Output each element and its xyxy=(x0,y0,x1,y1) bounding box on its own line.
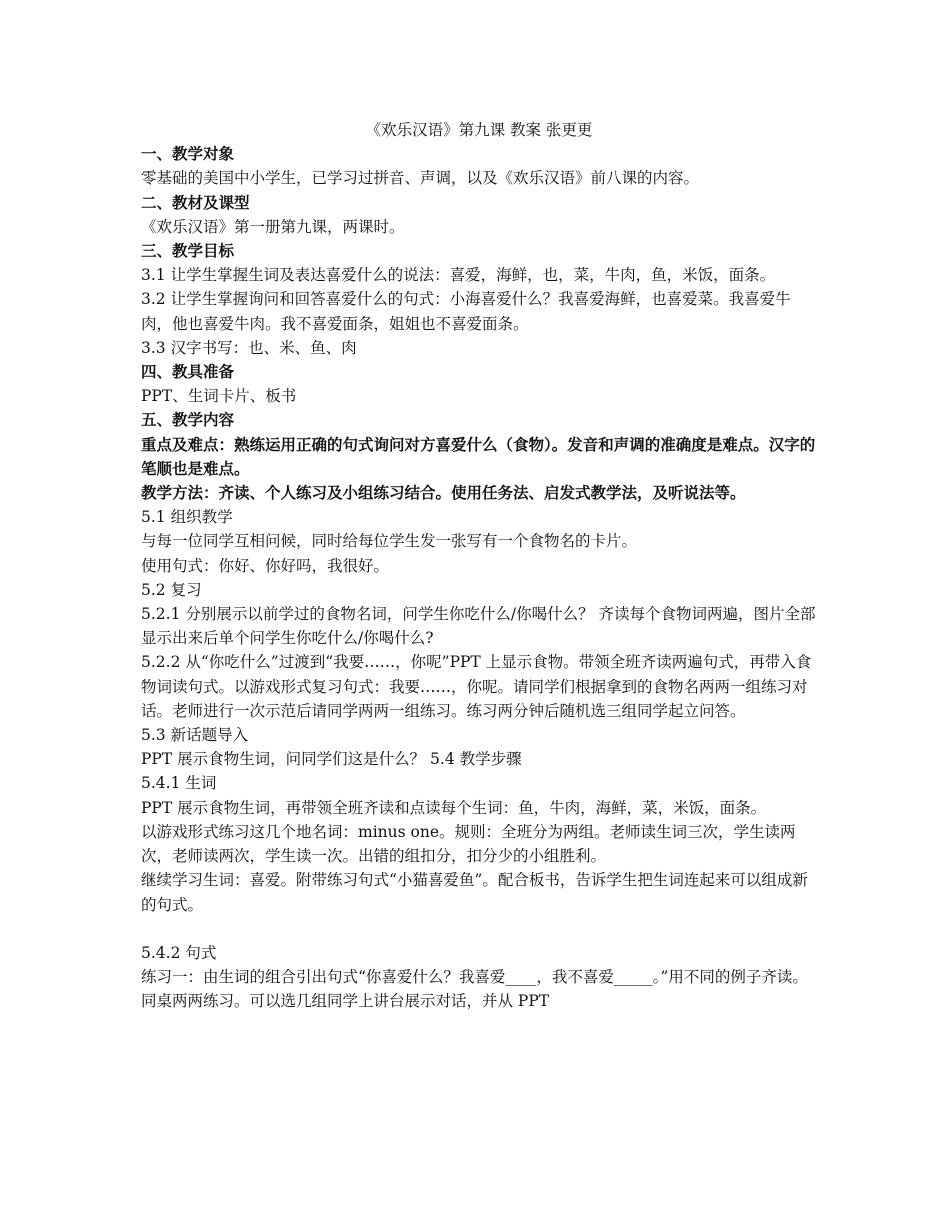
paragraph-review-5-2-2: 5.2.2 从“你吃什么”过渡到“我要……，你呢”PPT 上显示食物。带领全班齐读两遍句式，再带入食物词读句式。以游戏形式复习句式：我要……，你呢。请同学们根据拿到的食物名两两一组练习对话。老师进行一次示范后请同学两两一组练习。练习两分钟后随机选三组同学起立问答。 xyxy=(141,653,812,720)
paragraph-pattern-practice-1: 练习一：由生词的组合引出句式“你喜爱什么？我喜爱____，我不喜爱_____。”用不同的例子齐读。同桌两两练习。可以选几组同学上讲台展示对话，并从 PPT xyxy=(141,967,808,1011)
heading-materials: 二、教材及课型 xyxy=(141,192,250,212)
paragraph-audience: 零基础的美国中小学生，已学习过拼音、声调，以及《欢乐汉语》前八课的内容。 xyxy=(141,169,700,188)
document-title: 《欢乐汉语》第九课 教案 张更更 xyxy=(365,121,593,139)
section-5-1-heading: 5.1 组织教学 xyxy=(141,508,233,527)
heading-teaching-audience: 一、教学对象 xyxy=(141,144,235,164)
paragraph-objective-3-1: 3.1 让学生掌握生词及表达喜爱什么的说法：喜爱，海鲜，也，菜，牛肉，鱼，米饭，面条。 xyxy=(141,266,776,285)
paragraph-greeting: 与每一位同学互相问候，同时给每位学生发一张写有一个食物名的卡片。 xyxy=(141,532,638,551)
heading-teaching-content: 五、教学内容 xyxy=(141,410,235,430)
heading-objectives: 三、教学目标 xyxy=(141,241,235,261)
paragraph-vocabulary-ppt: PPT 展示食物生词，再带领全班齐读和点读每个生词：鱼，牛肉，海鲜，菜，米饭，面条。 xyxy=(141,798,767,817)
paragraph-teaching-aids: PPT、生词卡片、板书 xyxy=(141,387,297,406)
paragraph-materials: 《欢乐汉语》第一册第九课，两课时。 xyxy=(141,217,405,236)
paragraph-new-topic: PPT 展示食物生词，问同学们这是什么？ 5.4 教学步骤 xyxy=(141,750,522,769)
paragraph-greeting-patterns: 使用句式：你好、你好吗，我很好。 xyxy=(141,556,390,575)
paragraph-vocabulary-continue: 继续学习生词：喜爱。附带练习句式“小猫喜爱鱼”。配合板书，告诉学生把生词连起来可以组成新的句式。 xyxy=(141,871,808,914)
section-5-4-1-heading: 5.4.1 生词 xyxy=(141,774,217,793)
document-body xyxy=(141,118,817,1013)
paragraph-objective-3-3: 3.3 汉字书写：也、米、鱼、肉 xyxy=(141,338,357,357)
section-5-4-2-heading: 5.4.2 句式 xyxy=(141,943,217,962)
paragraph-teaching-methods: 教学方法：齐读、个人练习及小组练习结合。使用任务法、启发式教学法，及听说法等。 xyxy=(141,483,746,503)
paragraph-vocabulary-game: 以游戏形式练习这几个地名词：minus one。规则：全班分为两组。老师读生词三次，学生读两次，老师读两次，学生读一次。出错的组扣分，扣分少的小组胜利。 xyxy=(141,822,796,866)
paragraph-key-difficulties: 重点及难点：熟练运用正确的句式询问对方喜爱什么（食物）。发音和声调的准确度是难点。汉字的笔顺也是难点。 xyxy=(141,434,816,478)
heading-teaching-aids: 四、教具准备 xyxy=(141,362,235,382)
paragraph-objective-3-2: 3.2 让学生掌握询问和回答喜爱什么的句式：小海喜爱什么？我喜爱海鲜，也喜爱菜。我喜爱牛肉，他也喜爱牛肉。我不喜爱面条，姐姐也不喜爱面条。 xyxy=(141,290,791,333)
paragraph-review-5-2-1: 5.2.1 分别展示以前学过的食物名词，问学生你吃什么/你喝什么？ 齐读每个食物词两遍，图片全部显示出来后单个问学生你吃什么/你喝什么? xyxy=(141,605,816,648)
section-5-3-heading: 5.3 新话题导入 xyxy=(141,726,249,745)
blank-line xyxy=(141,917,817,941)
section-5-2-heading: 5.2 复习 xyxy=(141,580,202,599)
